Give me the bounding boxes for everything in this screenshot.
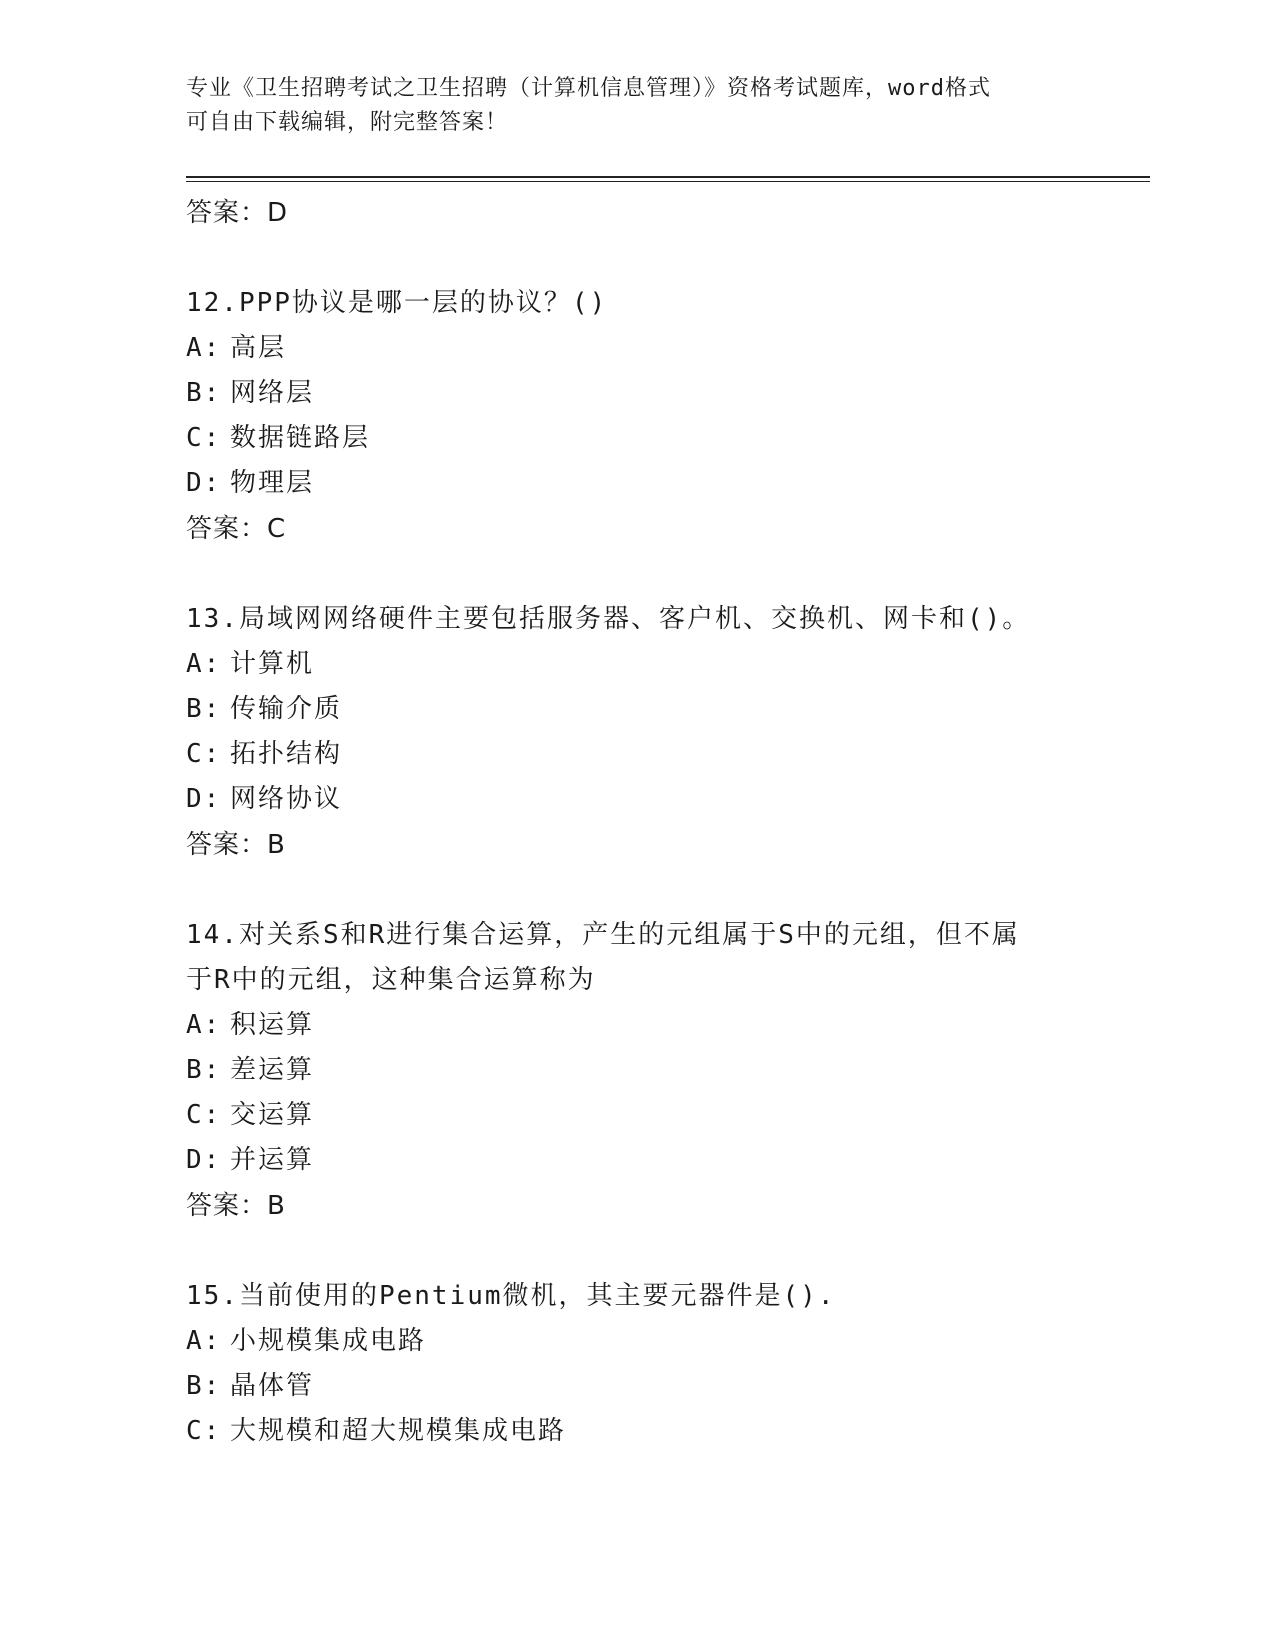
option-b: [186, 1048, 1086, 1093]
question-list: [186, 190, 1086, 1454]
answer-line: 答案：B: [186, 1191, 286, 1221]
option-text: 大规模和超大规模集成电路: [230, 1416, 567, 1446]
option-text: 物理层: [230, 468, 315, 498]
option-text: 计算机: [230, 649, 315, 679]
option-key: A:: [186, 1326, 222, 1356]
option-text: 网络层: [230, 378, 315, 408]
option-key: B:: [186, 1055, 222, 1085]
option-b: [186, 1364, 1086, 1409]
option-text: 数据链路层: [230, 423, 371, 453]
option-a: [186, 1003, 1086, 1048]
option-text: 晶体管: [230, 1371, 315, 1401]
option-a: [186, 326, 1086, 371]
option-text: 积运算: [230, 1010, 315, 1040]
question-13: [186, 597, 1086, 868]
option-key: D:: [186, 468, 222, 498]
option-key: C:: [186, 423, 222, 453]
header-line-2: 可自由下载编辑，附完整答案！: [186, 110, 509, 135]
header-rule-thick: [186, 176, 1150, 178]
option-text: 网络协议: [230, 784, 343, 814]
option-c: [186, 1093, 1086, 1138]
option-c: [186, 416, 1086, 461]
option-text: 高层: [230, 333, 287, 363]
header-line-1: 专业《卫生招聘考试之卫生招聘（计算机信息管理）》资格考试题库，word格式: [186, 76, 991, 101]
question-14: [186, 913, 1086, 1229]
option-key: D:: [186, 1145, 222, 1175]
question-text: 12.PPP协议是哪一层的协议？(): [186, 288, 608, 318]
option-c: [186, 732, 1086, 777]
option-d: [186, 777, 1086, 822]
option-key: B:: [186, 1371, 222, 1401]
header-rule-thin: [186, 181, 1150, 182]
option-key: A:: [186, 649, 222, 679]
question-text: 13.局域网网络硬件主要包括服务器、客户机、交换机、网卡和()。: [186, 604, 1031, 634]
option-d: [186, 1138, 1086, 1183]
option-key: B:: [186, 378, 222, 408]
option-b: [186, 371, 1086, 416]
question-text-line-2: 于R中的元组，这种集合运算称为: [186, 965, 596, 995]
option-key: B:: [186, 694, 222, 724]
question-text: 15.当前使用的Pentium微机，其主要元器件是().: [186, 1281, 836, 1311]
option-a: [186, 642, 1086, 687]
question-text-line-1: 14.对关系S和R进行集合运算，产生的元组属于S中的元组，但不属: [186, 920, 1020, 950]
document-header: [186, 72, 1066, 140]
answer-line: 答案：D: [186, 198, 289, 228]
option-text: 差运算: [230, 1055, 315, 1085]
option-text: 并运算: [230, 1145, 315, 1175]
option-text: 小规模集成电路: [230, 1326, 427, 1356]
option-key: A:: [186, 1010, 222, 1040]
answer-line: 答案：B: [186, 830, 286, 860]
option-c: [186, 1409, 1086, 1454]
option-key: C:: [186, 1100, 222, 1130]
option-a: [186, 1319, 1086, 1364]
option-key: C:: [186, 1416, 222, 1446]
option-d: [186, 461, 1086, 506]
option-text: 交运算: [230, 1100, 315, 1130]
question-15: [186, 1274, 1086, 1454]
option-text: 传输介质: [230, 694, 343, 724]
option-key: D:: [186, 784, 222, 814]
option-key: C:: [186, 739, 222, 769]
option-text: 拓扑结构: [230, 739, 343, 769]
option-b: [186, 687, 1086, 732]
option-key: A:: [186, 333, 222, 363]
question-12: [186, 281, 1086, 552]
answer-line: 答案：C: [186, 514, 287, 544]
